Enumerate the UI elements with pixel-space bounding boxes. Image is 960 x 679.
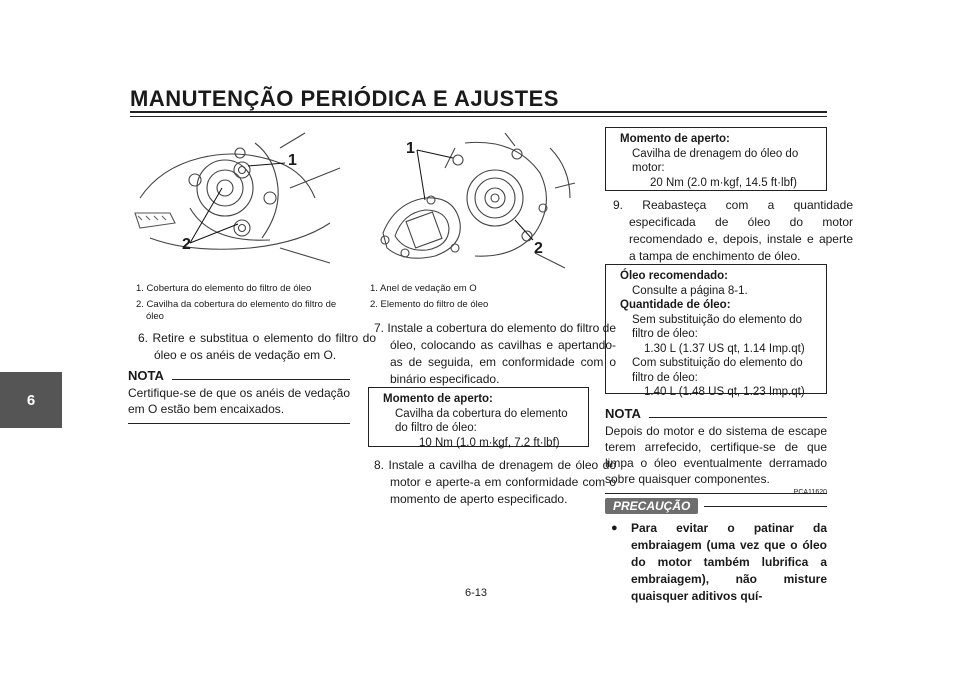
- caption-item: 1. Cobertura do elemento do filtro de óleo: [136, 283, 312, 294]
- step-8: 8. Instale a cavilha de drenagem de óleo do motor e aperte-a em conformidade com o momento de aperto especificado.: [374, 458, 616, 506]
- torque-value: 10 Nm (1.0 m·kgf, 7.2 ft·lbf): [419, 436, 560, 449]
- note-heading: [128, 368, 350, 383]
- note-block-1: [128, 368, 350, 424]
- oil-quantity-with-filter: Com substituição do elemento do filtro de óleo:: [632, 357, 803, 384]
- torque-value: 20 Nm (2.0 m·kgf, 14.5 ft·lbf): [650, 176, 797, 189]
- oil-quantity-with-value: 1.40 L (1.48 US qt, 1.23 Imp.qt): [644, 386, 805, 398]
- caution-heading: [605, 498, 827, 514]
- oil-quantity-title: Quantidade de óleo:: [620, 299, 731, 311]
- caution-text: Para evitar o patinar da embraiagem (uma vez que o óleo do motor também lubrifica a embraiagem), não misture quaisquer aditivos quí-: [631, 521, 827, 603]
- oil-recommended-value: Consulte a página 8-1.: [632, 284, 748, 297]
- caution-badge: PRECAUÇÃO: [605, 498, 698, 514]
- caption-item: 2. Elemento do filtro de óleo: [370, 299, 489, 310]
- note-block-2: [605, 406, 827, 494]
- oil-spec-box: [605, 264, 827, 398]
- caution-code: PCA11620: [793, 489, 827, 496]
- oil-recommended-title: Óleo recomendado:: [620, 270, 728, 282]
- engine-figure-middle: [365, 128, 590, 273]
- torque-title: Momento de aperto:: [383, 393, 493, 405]
- oil-quantity-without-filter: Sem substituição do elemento do filtro de óleo:: [632, 313, 803, 340]
- title-rule-thin: [130, 116, 827, 117]
- figure-left-caption: [136, 283, 352, 323]
- title-rule: [130, 111, 827, 113]
- note-heading: [605, 406, 827, 421]
- engine-figure-left: [130, 128, 350, 273]
- chapter-tab: 6: [0, 372, 62, 428]
- torque-item: Cavilha de drenagem do óleo do motor:: [632, 147, 799, 174]
- page-number: 6-13: [465, 587, 488, 599]
- caution-rule: [704, 506, 827, 507]
- step-9: 9. Reabasteça com a quantidade especificada de óleo do motor recomendado e, depois, instale e aperte a tampa de enchimento de óleo.: [613, 198, 853, 263]
- bullet-icon: ●: [611, 522, 618, 534]
- torque-item: Cavilha da cobertura do elemento do filtro de óleo:: [395, 407, 568, 434]
- step-6: 6. Retire e substitua o elemento do filtro do óleo e os anéis de vedação em O.: [138, 331, 376, 362]
- torque-spec-box-2: [605, 127, 827, 191]
- note-text: Certifique-se de que os anéis de vedação em O estão bem encaixados.: [128, 386, 350, 416]
- caption-item: 2. Cavilha da cobertura do elemento do filtro de óleo: [136, 299, 337, 322]
- note-title: NOTA: [605, 406, 641, 421]
- step-7: 7. Instale a cobertura do elemento do filtro de óleo, colocando as cavilhas e apertando-as de seguida, em conformidade com o binário especificado.: [374, 321, 616, 386]
- caption-item: 1. Anel de vedação em O: [370, 283, 477, 294]
- torque-spec-box-1: [368, 387, 589, 447]
- figure-left-callout-2: 2: [182, 236, 191, 253]
- figure-left-callout-1: 1: [288, 152, 297, 169]
- note-title: NOTA: [128, 368, 164, 383]
- figure-middle-callout-2: 2: [534, 240, 543, 257]
- oil-quantity-without-value: 1.30 L (1.37 US qt, 1.14 Imp.qt): [644, 342, 805, 355]
- page-title: MANUTENÇÃO PERIÓDICA E AJUSTES: [130, 86, 559, 111]
- note-text: Depois do motor e do sistema de escape terem arrefecido, certifique-se de que limpa o óleo eventualmente derramado sobre quaisquer componentes.: [605, 424, 827, 486]
- torque-title: Momento de aperto:: [620, 133, 730, 145]
- caution-block: [605, 498, 827, 605]
- figure-middle-caption: [370, 283, 590, 311]
- caution-bullet-item: [605, 520, 827, 605]
- note-end-rule: [128, 423, 350, 424]
- figure-middle-callout-1: 1: [406, 140, 415, 157]
